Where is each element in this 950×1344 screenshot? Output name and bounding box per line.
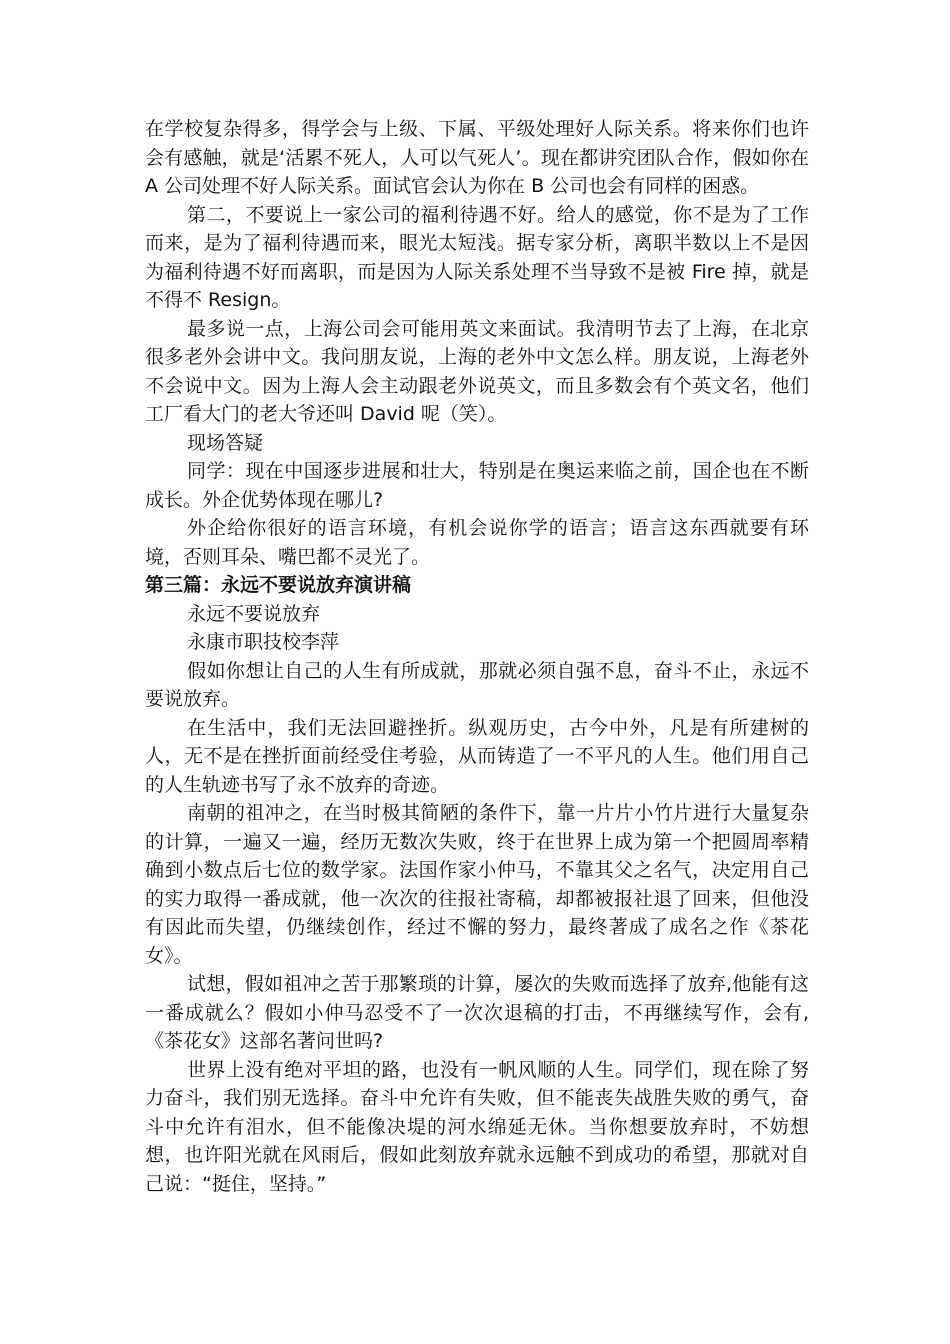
paragraph: 在学校复杂得多，得学会与上级、下属、平级处理好人际关系。将来你们也许会有感触，就是‘活累不死人，人可以气死人’。现在都讲究团队合作，假如你在 A 公司处理不好人际关系。面试官会认为你在 B 公司也会有同样的困惑。 [145,118,809,197]
section-heading: 第三篇：永远不要说放弃演讲稿 [145,574,412,596]
paragraph: 最多说一点，上海公司会可能用英文来面试。我清明节去了上海，在北京很多老外会讲中文。我问朋友说，上海的老外中文怎么样。朋友说，上海老外不会说中文。因为上海人会主动跟老外说英文，而且多数会有个英文名，他们工厂看大门的老大爷还叫 David 呢（笑）。 [145,317,809,425]
speech-title: 永远不要说放弃 [187,602,321,625]
section-label: 现场答疑 [187,431,264,454]
paragraph: 在生活中，我们无法回避挫折。纵观历史，古今中外，凡是有所建树的人，无不是在挫折面前经受住考验，从而铸造了一不平凡的人生。他们用自己的人生轨迹书写了永不放弃的奇迹。 [145,716,809,796]
paragraph: 试想，假如祖冲之苦于那繁琐的计算，屡次的失败而选择了放弃,他能有这一番成就么？假如小仲马忍受不了一次次退稿的打击，不再继续写作，会有,《茶花女》这部名著问世吗? [145,973,809,1052]
paragraph: 外企给你很好的语言环境，有机会说你学的语言；语言这东西就要有环境，否则耳朵、嘴巴都不灵光了。 [145,517,809,568]
paragraph: 假如你想让自己的人生有所成就，那就必须自强不息，奋斗不止，永远不要说放弃。 [145,659,809,710]
paragraph: 同学：现在中国逐步进展和壮大，特别是在奥运来临之前，国企也在不断成长。外企优势体现在哪儿? [145,460,809,511]
paragraph: 第二，不要说上一家公司的福利待遇不好。给人的感觉，你不是为了工作而来，是为了福利待遇而来，眼光太短浅。据专家分析，离职半数以上不是因为福利待遇不好而离职，而是因为人际关系处理不当导致不是被 Fire 掉，就是不得不 Resign。 [145,203,809,311]
paragraph: 世界上没有绝对平坦的路，也没有一帆风顺的人生。同学们，现在除了努力奋斗，我们别无选择。奋斗中允许有失败，但不能丧失战胜失败的勇气，奋斗中允许有泪水，但不能像决堤的河水绵延无休。当你想要放弃时，不妨想想，也许阳光就在风雨后，假如此刻放弃就永远触不到成功的希望，那就对自己说：“挺住，坚持。” [145,1058,809,1195]
speech-author: 永康市职技校李萍 [187,631,340,653]
document-body [145,115,809,1198]
paragraph: 南朝的祖冲之，在当时极其简陋的条件下，靠一片片小竹片进行大量复杂的计算，一遍又一遍，经历无数次失败，终于在世界上成为第一个把圆周率精确到小数点后七位的数学家。法国作家小仲马，不靠其父之名气，决定用自己的实力取得一番成就，他一次次的往报社寄稿，却都被报社退了回来，但他没有因此而失望，仍继续创作，经过不懈的努力，最终著成了成名之作《茶花女》。 [145,802,809,967]
